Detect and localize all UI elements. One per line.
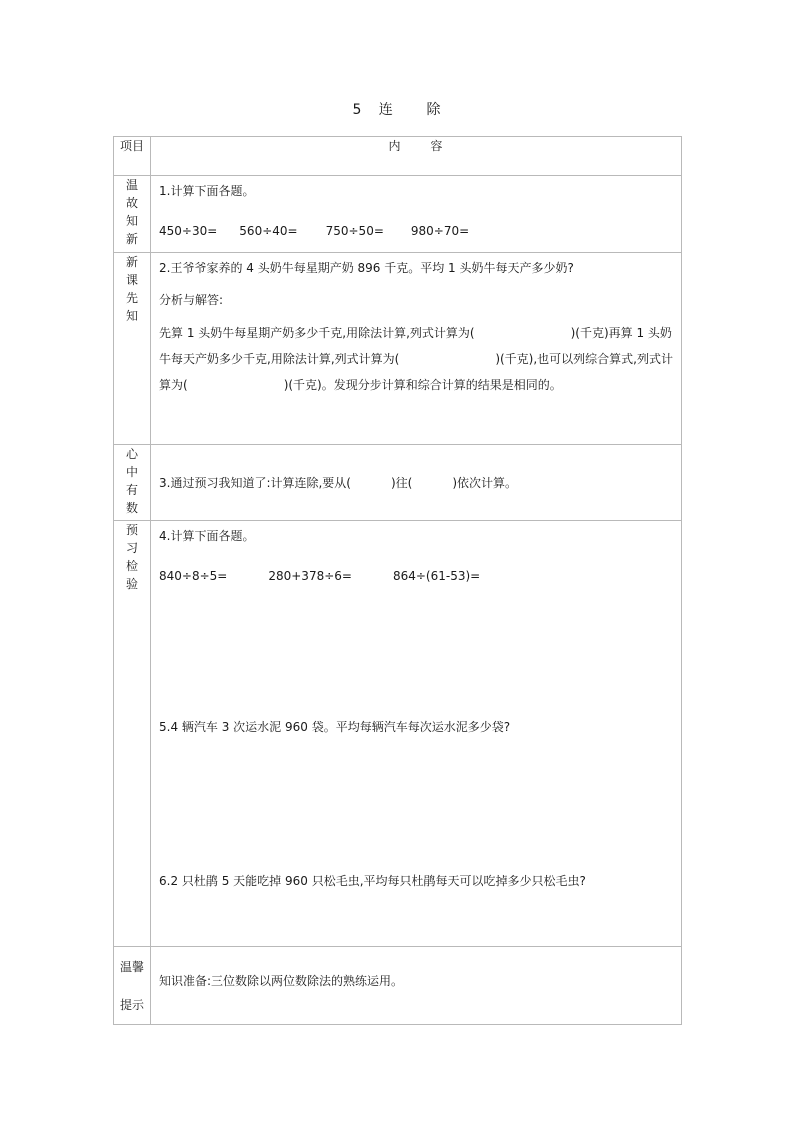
section-label-char: 中 <box>125 465 138 479</box>
section-tips <box>114 947 682 1025</box>
section-label-char: 有 <box>125 483 138 497</box>
section-label-char: 课 <box>125 273 138 287</box>
expression-row <box>159 566 673 586</box>
section-label-char: 故 <box>125 196 138 210</box>
section-content-new-lesson <box>151 253 682 445</box>
expression: 750÷50= <box>325 224 384 238</box>
question-5: 5.4 辆汽车 3 次运水泥 960 袋。平均每辆汽车每次运水泥多少袋? <box>159 720 511 734</box>
question-4: 4.计算下面各题。 <box>159 529 255 543</box>
section-label-preview-check <box>114 521 151 947</box>
section-label-char: 新 <box>125 255 138 269</box>
expression-row <box>159 221 673 241</box>
expression: 280+378÷6= <box>268 569 352 583</box>
section-new-lesson <box>114 253 682 445</box>
section-label-char: 验 <box>125 577 138 591</box>
worksheet-table <box>113 136 682 1025</box>
question-2: 2.王爷爷家养的 4 头奶牛每星期产奶 896 千克。平均 1 头奶牛每天产多少奶? <box>159 261 574 275</box>
section-content-tips <box>151 947 682 1025</box>
section-label-char: 温馨 <box>119 959 144 974</box>
section-label-char: 先 <box>125 291 138 305</box>
expression: 980÷70= <box>410 224 470 238</box>
question-6: 6.2 只杜鹃 5 天能吃掉 960 只松毛虫,平均每只杜鹃每天可以吃掉多少只松毛虫? <box>159 874 586 888</box>
expression: 864÷(61-53)= <box>392 569 481 583</box>
header-item-label: 项目 <box>114 137 151 176</box>
header-content-label: 内 容 <box>151 137 682 176</box>
expression: 450÷30= <box>159 224 218 238</box>
section-label-char: 温 <box>125 178 138 192</box>
section-label-char: 预 <box>125 523 138 537</box>
section-label-char: 提示 <box>119 997 144 1012</box>
section-label-char: 知 <box>125 214 138 228</box>
expression: 840÷8÷5= <box>159 569 228 583</box>
section-label-char: 知 <box>125 309 138 323</box>
section-label-summary <box>114 445 151 521</box>
section-preview-check <box>114 521 682 947</box>
section-label-char: 习 <box>125 541 138 555</box>
section-label-char: 新 <box>125 232 138 246</box>
section-label-review <box>114 176 151 253</box>
table-header-row <box>114 137 682 176</box>
question-1: 1.计算下面各题。 <box>159 184 255 198</box>
section-review <box>114 176 682 253</box>
section-content-review <box>151 176 682 253</box>
section-label-char: 数 <box>125 501 138 515</box>
question-3: 3.通过预习我知道了:计算连除,要从( )往( )依次计算。 <box>159 475 518 490</box>
section-label-tips <box>114 947 151 1025</box>
expression: 560÷40= <box>239 224 298 238</box>
section-content-summary <box>151 445 682 521</box>
analysis-label: 分析与解答: <box>159 293 224 307</box>
analysis-paragraph: 先算 1 头奶牛每星期产奶多少千克,用除法计算,列式计算为( )(千克)再算 1 头奶牛每天产奶多少千克,用除法计算,列式计算为( )(千克),也可以列综合算式,列式计算为( )(千克)。发现分步计算和综合计算的结果是相同的。 <box>159 326 673 392</box>
section-label-char: 检 <box>125 559 138 573</box>
section-label-char: 心 <box>125 447 138 461</box>
page-title: 5 连 除 <box>352 102 442 118</box>
section-summary <box>114 445 682 521</box>
tip-text: 知识准备:三位数除以两位数除法的熟练运用。 <box>159 974 404 988</box>
section-content-preview-check <box>151 521 682 947</box>
section-label-new-lesson <box>114 253 151 445</box>
